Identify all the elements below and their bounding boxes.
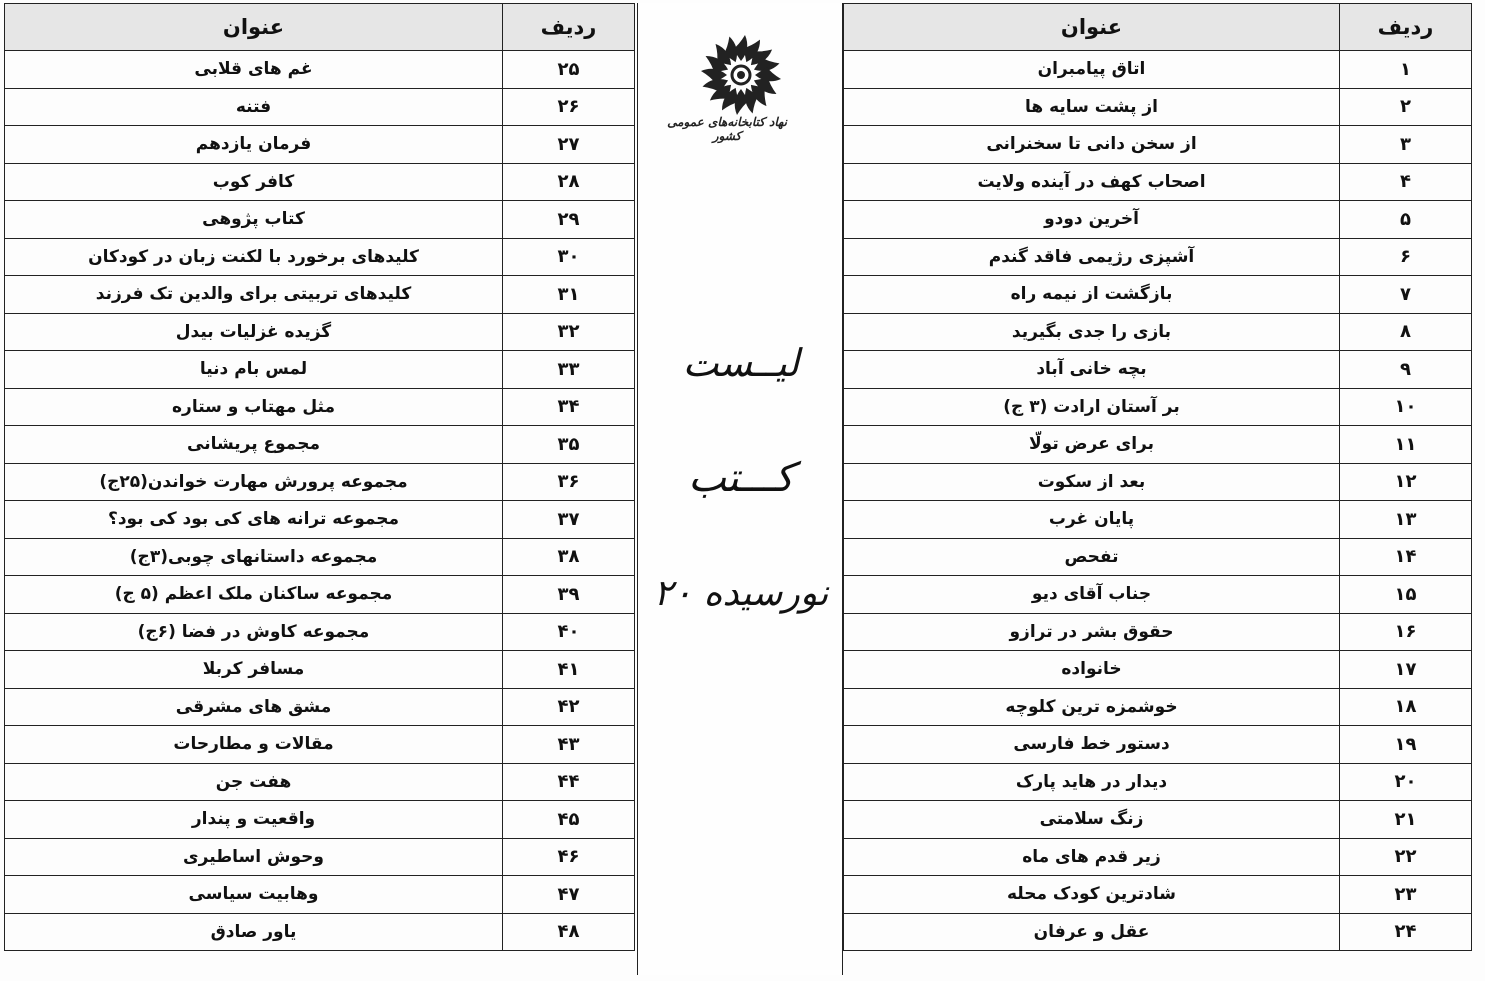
table-row xyxy=(844,201,1472,239)
book-title-cell: آشپزی رژیمی فاقد گندم xyxy=(844,238,1340,276)
row-number-cell: ۳۲ xyxy=(503,313,635,351)
book-title-cell: عقل و عرفان xyxy=(844,913,1340,951)
table-row xyxy=(844,501,1472,539)
book-title-cell: از سخن دانی تا سخنرانی xyxy=(844,126,1340,164)
book-title-cell: کتاب پژوهی xyxy=(5,201,503,239)
row-number-cell: ۲۹ xyxy=(503,201,635,239)
row-number-cell: ۱۳ xyxy=(1340,501,1472,539)
row-number-cell: ۶ xyxy=(1340,238,1472,276)
row-number-cell: ۴۴ xyxy=(503,763,635,801)
row-number-cell: ۴۳ xyxy=(503,726,635,764)
book-title-cell: وحوش اساطیری xyxy=(5,838,503,876)
row-number-cell: ۱۷ xyxy=(1340,651,1472,689)
book-title-cell: فتنه xyxy=(5,88,503,126)
book-title-cell: مجموعه ساکنان ملک اعظم (۵ ج) xyxy=(5,576,503,614)
book-list-table-left xyxy=(4,3,635,951)
table-body xyxy=(5,51,635,951)
book-title-cell: دستور خط فارسی xyxy=(844,726,1340,764)
book-title-cell: غم های قلابی xyxy=(5,51,503,89)
row-number-cell: ۲۳ xyxy=(1340,876,1472,914)
book-title-cell: بعد از سکوت xyxy=(844,463,1340,501)
row-number-cell: ۳ xyxy=(1340,126,1472,164)
row-number-cell: ۳۵ xyxy=(503,426,635,464)
row-number-cell: ۳۰ xyxy=(503,238,635,276)
book-title-cell: دیدار در هاید پارک xyxy=(844,763,1340,801)
table-row xyxy=(844,801,1472,839)
row-number-cell: ۱۸ xyxy=(1340,688,1472,726)
row-number-cell: ۴۰ xyxy=(503,613,635,651)
book-title-cell: شادترین کودک محله xyxy=(844,876,1340,914)
book-title-cell: مجموع پریشانی xyxy=(5,426,503,464)
book-title-cell: بچه خانی آباد xyxy=(844,351,1340,389)
book-title-cell: واقعیت و پندار xyxy=(5,801,503,839)
table-row xyxy=(5,651,635,689)
row-number-cell: ۲۴ xyxy=(1340,913,1472,951)
book-title-cell: مجموعه کاوش در فضا (۶ج) xyxy=(5,613,503,651)
title-line-new-arrivals: نورسیده ۲۰ xyxy=(653,573,829,614)
row-number-cell: ۲۷ xyxy=(503,126,635,164)
book-title-cell: لمس بام دنیا xyxy=(5,351,503,389)
book-title-cell: کافر کوب xyxy=(5,163,503,201)
row-number-cell: ۱۴ xyxy=(1340,538,1472,576)
row-number-cell: ۱۲ xyxy=(1340,463,1472,501)
title-line-books: کـــتب xyxy=(688,455,794,501)
title-line-list: لیــست xyxy=(682,341,800,385)
logo-caption: نهاد کتابخانه‌های عمومی کشور xyxy=(667,115,787,143)
row-number-cell: ۷ xyxy=(1340,276,1472,314)
book-title-cell: فرمان یازدهم xyxy=(5,126,503,164)
book-title-cell: مثل مهتاب و ستاره xyxy=(5,388,503,426)
row-number-cell: ۳۴ xyxy=(503,388,635,426)
book-title-cell: برای عرض تولّا xyxy=(844,426,1340,464)
book-title-cell: جناب آقای دیو xyxy=(844,576,1340,614)
table-body xyxy=(844,51,1472,951)
table-row xyxy=(5,876,635,914)
table-row xyxy=(844,88,1472,126)
book-title-cell: کلیدهای برخورد با لکنت زبان در کودکان xyxy=(5,238,503,276)
row-number-cell: ۲ xyxy=(1340,88,1472,126)
table-row xyxy=(5,388,635,426)
table-row xyxy=(5,613,635,651)
book-title-cell: پایان غرب xyxy=(844,501,1340,539)
table-row xyxy=(5,501,635,539)
row-number-cell: ۳۳ xyxy=(503,351,635,389)
table-header-row xyxy=(844,4,1472,51)
book-title-cell: بر آستان ارادت (۳ ج) xyxy=(844,388,1340,426)
book-title-cell: زیر قدم های ماه xyxy=(844,838,1340,876)
table-row xyxy=(844,576,1472,614)
book-title-cell: بازگشت از نیمه راه xyxy=(844,276,1340,314)
table-row xyxy=(844,51,1472,89)
book-title-cell: از پشت سایه ها xyxy=(844,88,1340,126)
row-number-cell: ۲۵ xyxy=(503,51,635,89)
table-row xyxy=(5,163,635,201)
row-number-cell: ۳۷ xyxy=(503,501,635,539)
row-number-cell: ۵ xyxy=(1340,201,1472,239)
table-row xyxy=(844,726,1472,764)
row-number-cell: ۱۶ xyxy=(1340,613,1472,651)
book-title-cell: مقالات و مطارحات xyxy=(5,726,503,764)
table-row xyxy=(5,538,635,576)
table-row xyxy=(844,613,1472,651)
row-number-cell: ۱۰ xyxy=(1340,388,1472,426)
book-title-cell: مجموعه پرورش مهارت خواندن(۲۵ج) xyxy=(5,463,503,501)
table-row xyxy=(844,388,1472,426)
row-number-cell: ۳۶ xyxy=(503,463,635,501)
table-row xyxy=(5,313,635,351)
table-row xyxy=(5,126,635,164)
book-title-cell: تفحص xyxy=(844,538,1340,576)
row-number-cell: ۳۱ xyxy=(503,276,635,314)
book-list-table-right xyxy=(843,3,1472,951)
row-number-cell: ۲۲ xyxy=(1340,838,1472,876)
book-title-cell: اصحاب کهف در آینده ولایت xyxy=(844,163,1340,201)
table-row xyxy=(844,313,1472,351)
row-number-header: ردیف xyxy=(1340,4,1472,51)
center-title-panel xyxy=(637,3,843,975)
table-row xyxy=(844,426,1472,464)
book-title-cell: مسافر کربلا xyxy=(5,651,503,689)
book-title-cell: خوشمزه ترین کلوچه xyxy=(844,688,1340,726)
table-row xyxy=(844,238,1472,276)
table-row xyxy=(844,463,1472,501)
row-number-cell: ۴۸ xyxy=(503,913,635,951)
row-number-cell: ۸ xyxy=(1340,313,1472,351)
table-row xyxy=(5,201,635,239)
table-row xyxy=(844,913,1472,951)
row-number-cell: ۴ xyxy=(1340,163,1472,201)
table-row xyxy=(5,576,635,614)
book-title-cell: یاور صادق xyxy=(5,913,503,951)
table-row xyxy=(5,763,635,801)
row-number-cell: ۲۶ xyxy=(503,88,635,126)
row-number-cell: ۴۵ xyxy=(503,801,635,839)
table-row xyxy=(5,276,635,314)
title-header: عنوان xyxy=(844,4,1340,51)
book-title-cell: هفت جن xyxy=(5,763,503,801)
title-header: عنوان xyxy=(5,4,503,51)
table-row xyxy=(5,463,635,501)
book-title-cell: مجموعه ترانه های کی بود کی بود؟ xyxy=(5,501,503,539)
book-title-cell: کلیدهای تربیتی برای والدین تک فرزند xyxy=(5,276,503,314)
table-row xyxy=(844,276,1472,314)
row-number-cell: ۱۱ xyxy=(1340,426,1472,464)
table-row xyxy=(5,51,635,89)
row-number-header: ردیف xyxy=(503,4,635,51)
row-number-cell: ۴۷ xyxy=(503,876,635,914)
book-title-cell: گزیده غزلیات بیدل xyxy=(5,313,503,351)
book-title-cell: اتاق پیامبران xyxy=(844,51,1340,89)
row-number-cell: ۹ xyxy=(1340,351,1472,389)
row-number-cell: ۱ xyxy=(1340,51,1472,89)
table-row xyxy=(844,876,1472,914)
row-number-cell: ۴۲ xyxy=(503,688,635,726)
table-row xyxy=(844,651,1472,689)
table-row xyxy=(5,351,635,389)
row-number-cell: ۲۰ xyxy=(1340,763,1472,801)
book-title-cell: مجموعه داستانهای چوبی(۳ج) xyxy=(5,538,503,576)
table-header-row xyxy=(5,4,635,51)
table-row xyxy=(5,238,635,276)
table-row xyxy=(5,913,635,951)
book-title-cell: خانواده xyxy=(844,651,1340,689)
table-row xyxy=(5,426,635,464)
row-number-cell: ۱۹ xyxy=(1340,726,1472,764)
book-title-cell: زنگ سلامتی xyxy=(844,801,1340,839)
row-number-cell: ۳۸ xyxy=(503,538,635,576)
table-row xyxy=(844,351,1472,389)
row-number-cell: ۲۸ xyxy=(503,163,635,201)
row-number-cell: ۳۹ xyxy=(503,576,635,614)
table-row xyxy=(5,726,635,764)
book-title-cell: حقوق بشر در ترازو xyxy=(844,613,1340,651)
table-row xyxy=(5,88,635,126)
book-title-cell: بازی را جدی بگیرید xyxy=(844,313,1340,351)
table-row xyxy=(5,838,635,876)
row-number-cell: ۱۵ xyxy=(1340,576,1472,614)
row-number-cell: ۲۱ xyxy=(1340,801,1472,839)
table-row xyxy=(844,763,1472,801)
table-row xyxy=(844,126,1472,164)
book-title-cell: وهابیت سیاسی xyxy=(5,876,503,914)
row-number-cell: ۴۶ xyxy=(503,838,635,876)
table-row xyxy=(5,688,635,726)
table-row xyxy=(844,538,1472,576)
table-row xyxy=(844,163,1472,201)
row-number-cell: ۴۱ xyxy=(503,651,635,689)
table-row xyxy=(844,688,1472,726)
table-row xyxy=(844,838,1472,876)
book-title-cell: آخرین دودو xyxy=(844,201,1340,239)
table-row xyxy=(5,801,635,839)
book-title-cell: مشق های مشرقی xyxy=(5,688,503,726)
